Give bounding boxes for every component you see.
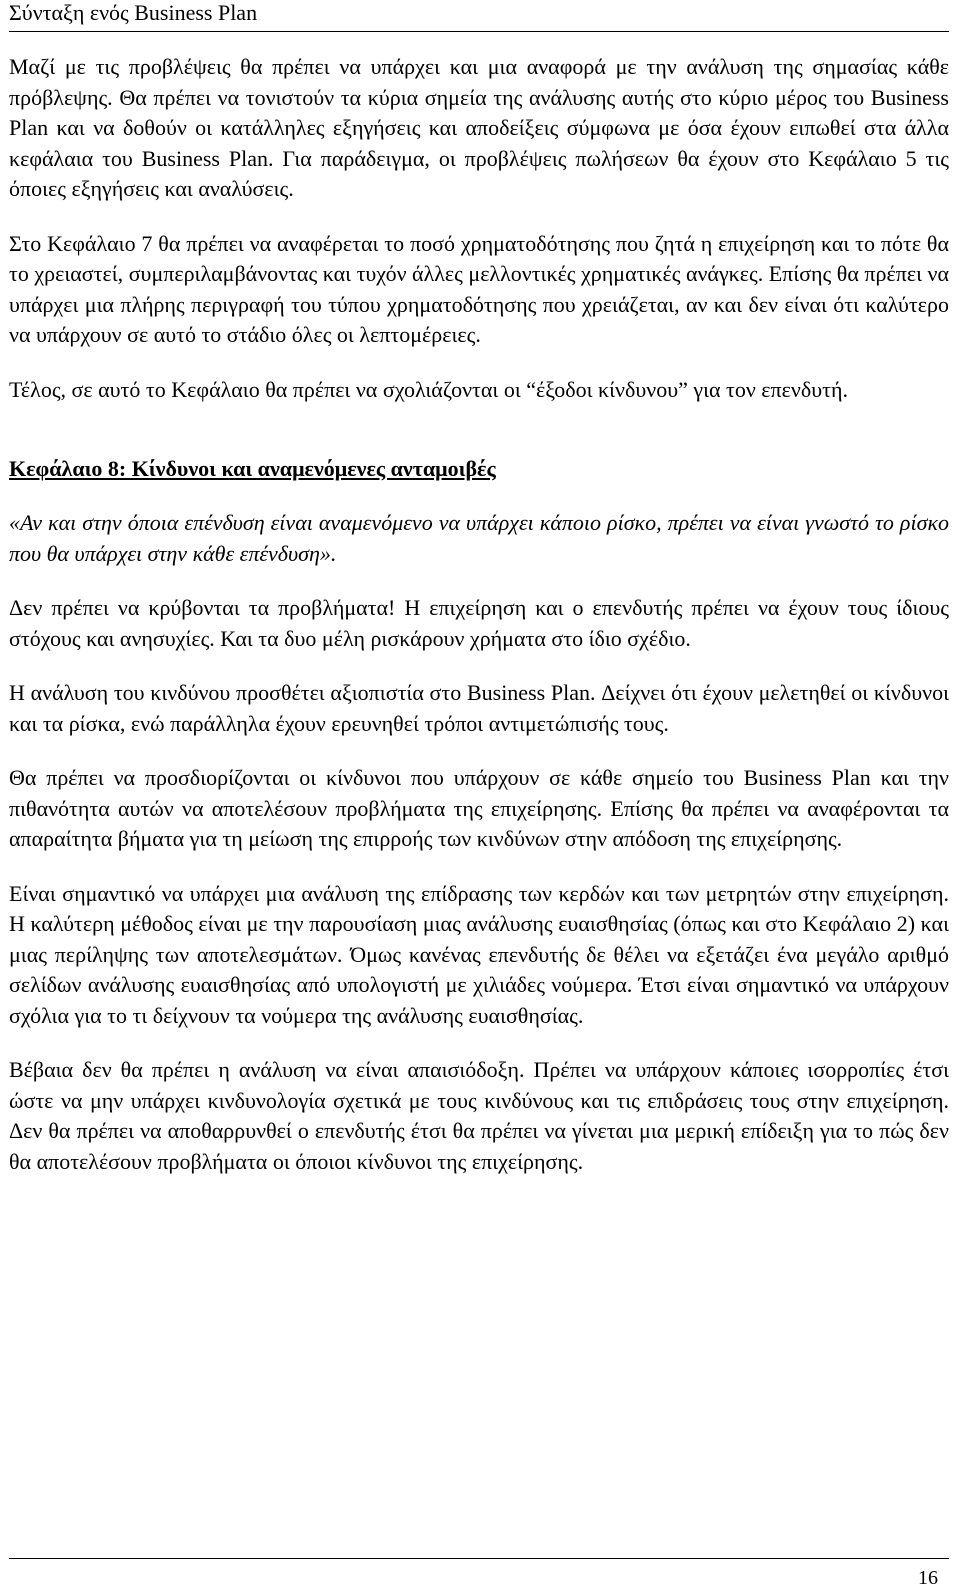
- paragraph-risk-credibility: Η ανάλυση του κινδύνου προσθέτει αξιοπιστία στο Business Plan. Δείχνει ότι έχουν μελετηθεί οι κίνδυνοι και τα ρίσκα, ενώ παράλληλα έχουν ερευνηθεί τρόποι αντιμετώπισής τους.: [9, 680, 949, 736]
- paragraph-chapter-7-funding: Στο Κεφάλαιο 7 θα πρέπει να αναφέρεται το ποσό χρηματοδότησης που ζητά η επιχείρηση και το πότε θα το χρειαστεί, συμπεριλαμβάνοντας και τυχόν άλλες μελλοντικές χρηματικές ανάγκες. Επίσης θα πρέπει να υπάρχει μια πλήρης περιγραφή του τύπου χρηματοδότησης που χρειάζεται, αν και δεν είναι ότι καλύτερο να υπάρχουν σε αυτό το στάδιο όλες οι λεπτομέρειες.: [9, 230, 949, 347]
- paragraph-exit-risk: Τέλος, σε αυτό το Κεφάλαιο θα πρέπει να σχολιάζονται οι “έξοδοι κίνδυνου” για τον επενδυτή.: [9, 376, 848, 402]
- risk-quote: «Αν και στην όποια επένδυση είναι αναμενόμενο να υπάρχει κάποιο ρίσκο, πρέπει να είναι γνωστό το ρίσκο που θα υπάρχει στην κάθε επένδυση».: [9, 510, 949, 566]
- footer-divider: [9, 1558, 949, 1559]
- page-number: 16: [918, 1567, 938, 1589]
- paragraph-balanced-analysis: Βέβαια δεν θα πρέπει η ανάλυση να είναι απαισιόδοξη. Πρέπει να υπάρχουν κάποιες ισορροπίες έτσι ώστε να μην υπάρχει κινδυνολογία σχετικά με τους κινδύνους και τις επιδράσεις τους στην επιχείρηση. Δεν θα πρέπει να αποθαρρυνθεί ο επενδυτής έτσι θα πρέπει να γίνεται μια μερική επίδειξη για το πώς δεν θα αποτελέσουν προβλήματα οι όποιοι κίνδυνοι της επιχείρησης.: [9, 1057, 949, 1174]
- paragraph-sensitivity-analysis: Είναι σημαντικό να υπάρχει μια ανάλυση της επίδρασης των κερδών και των μετρητών στην επιχείρηση. Η καλύτερη μέθοδος είναι με την παρουσίαση μιας ανάλυσης ευαισθησίας (όπως και στο Κεφάλαιο 2) και μιας περίληψης των αποτελεσμάτων. Όμως κανένας επενδυτής δε θέλει να εξετάζει ένα μεγάλο αριθμό σελίδων ανάλυσης ευαισθησίας από υπολογιστή με χιλιάδες νούμερα. Έτσι είναι σημαντικό να υπάρχουν σχόλια για το τι δείχνουν τα νούμερα της ανάλυσης ευαισθησίας.: [9, 880, 949, 1028]
- document-body: [9, 52, 949, 1201]
- document-title: Σύνταξη ενός Business Plan: [9, 0, 258, 25]
- paragraph-identify-risks: Θα πρέπει να προσδιορίζονται οι κίνδυνοι που υπάρχουν σε κάθε σημείο του Business Plan και την πιθανότητα αυτών να αποτελέσουν προβλήματα της επιχείρησης. Επίσης θα πρέπει να αναφέρονται τα απαραίτητα βήματα για τη μείωση της επιρροής των κινδύνων στην απόδοση της επιχείρησης.: [9, 765, 949, 851]
- paragraph-forecast-analysis: Μαζί με τις προβλέψεις θα πρέπει να υπάρχει και μια αναφορά με την ανάλυση της σημασίας κάθε πρόβλεψης. Θα πρέπει να τονιστούν τα κύρια σημεία της ανάλυσης αυτής στο κύριο μέρος του Business Plan και να δοθούν οι κατάλληλες εξηγήσεις και αποδείξεις σύμφωνα με όσα έχουν ειπωθεί στα άλλα κεφάλαια του Business Plan. Για παράδειγμα, οι προβλέψεις πωλήσεων θα έχουν στο Κεφάλαιο 5 τις όποιες εξηγήσεις και αναλύσεις.: [9, 54, 949, 201]
- running-header: [9, 0, 949, 32]
- paragraph-no-hidden-problems: Δεν πρέπει να κρύβονται τα προβλήματα! Η επιχείρηση και ο επενδυτής πρέπει να έχουν τους ίδιους στόχους και ανησυχίες. Και τα δυο μέλη ρισκάρουν χρήματα στο ίδιο σχέδιο.: [9, 595, 949, 651]
- chapter-8-heading: Κεφάλαιο 8: Κίνδυνοι και αναμενόμενες ανταμοιβές: [9, 456, 496, 481]
